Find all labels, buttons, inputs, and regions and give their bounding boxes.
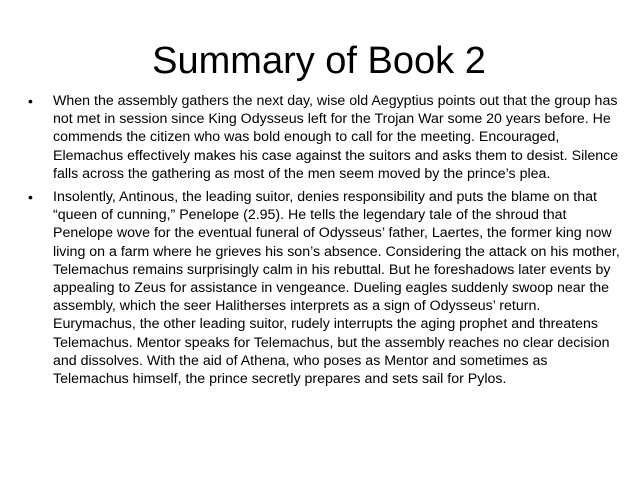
- slide-title: Summary of Book 2: [152, 40, 486, 82]
- bullet-marker: •: [28, 189, 33, 206]
- bullet-text: When the assembly gathers the next day, wise old Aegyptius points out that the group has not met in session since King Odysseus left for the Trojan War some 20 years before. He commends the citizen who was bold enough to call for the meeting. Encouraged, Elemachus effectively makes his case against the suitors and asks them to desist. Silence falls across the gathering as most of the men seem moved by the prince’s plea.: [53, 93, 619, 182]
- bullet-text: Insolently, Antinous, the leading suitor, denies responsibility and puts the blame on that “queen of cunning,” Penelope (2.95). He tells the legendary tale of the shroud that Penelope wove for the eventual funeral of Odysseus’ father, Laertes, the former king now living on a farm where he grieves his son’s absence. Considering the attack on his mother, Telemachus remains surprisingly calm in his rebuttal. But he foreshadows later events by appealing to Zeus for assistance in vengeance. Dueling eagles suddenly swoop near the assembly, which the seer Halitherses interprets as a sign of Odysseus’ return. Eurymachus, the other leading suitor, rudely interrupts the aging prophet and threatens Telemachus. Mentor speaks for Telemachus, but the assembly reaches no clear decision and dissolves. With the aid of Athena, who poses as Mentor and sometimes as Telemachus himself, the prince secretly prepares and sets sail for Pylos.: [53, 189, 620, 388]
- bullet-item: [0, 188, 638, 388]
- bullet-marker: •: [28, 93, 33, 109]
- bullet-list: [0, 92, 638, 388]
- bullet-item: [0, 92, 638, 183]
